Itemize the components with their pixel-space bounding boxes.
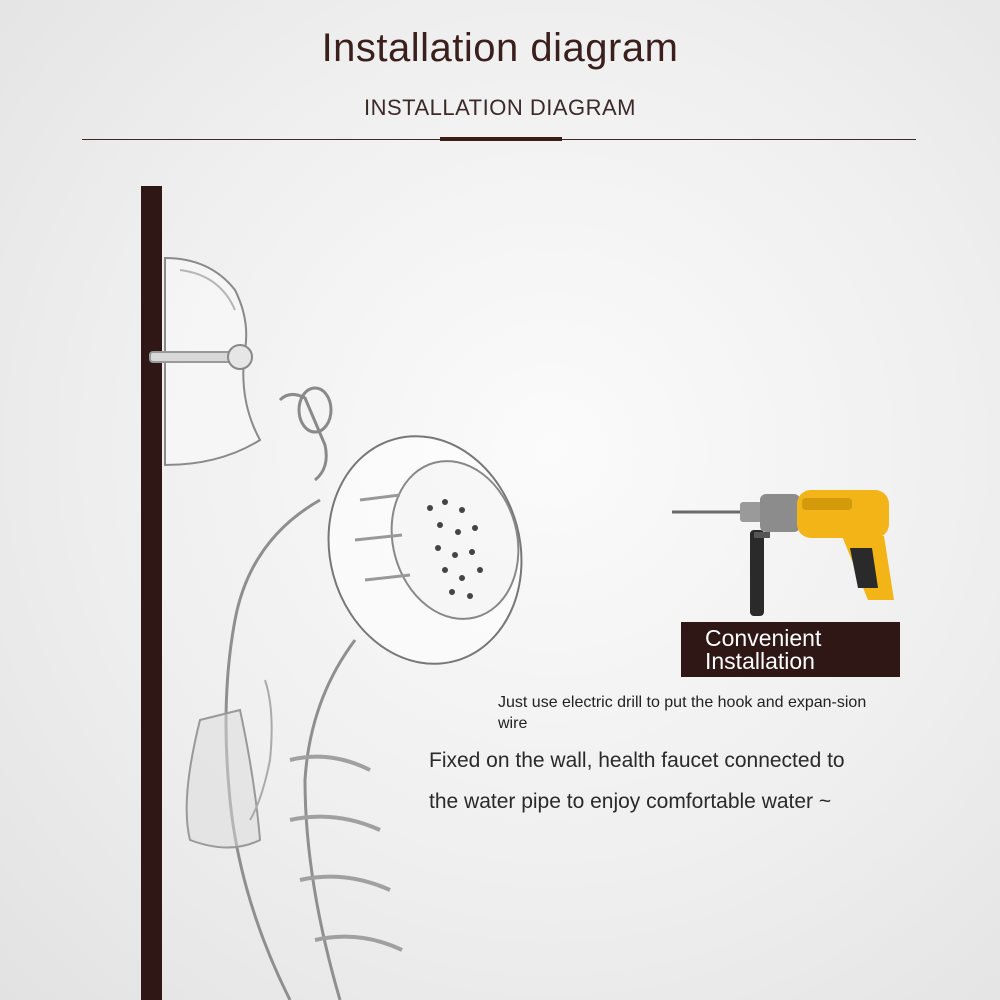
badge-line-1: Convenient <box>705 625 822 651</box>
installation-description <box>429 740 909 822</box>
convenient-installation-badge <box>681 622 900 677</box>
shower-bracket-illustration <box>140 240 560 1000</box>
page-subtitle: INSTALLATION DIAGRAM <box>363 95 636 120</box>
description-line-2: the water pipe to enjoy comfortable water ~ <box>429 790 832 813</box>
badge-line-2: Installation <box>705 648 815 674</box>
drill-note: Just use electric drill to put the hook and expan-sion wire <box>498 694 867 732</box>
electric-drill-icon <box>672 488 904 623</box>
header-divider-accent <box>440 137 562 141</box>
description-line-1: Fixed on the wall, health faucet connected to <box>429 749 845 772</box>
page-title: Installation diagram <box>321 26 679 70</box>
